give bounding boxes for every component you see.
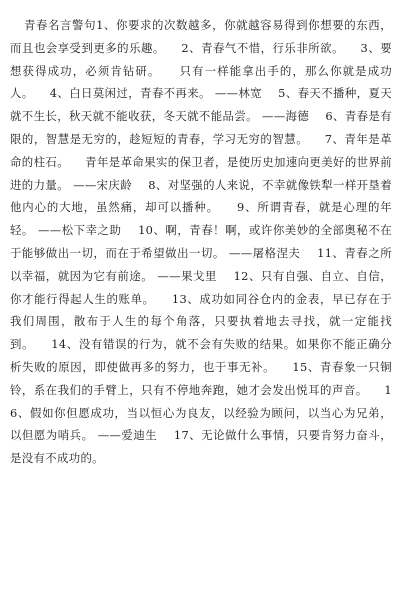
quotes-paragraph xyxy=(10,14,392,470)
quote-entry: 11、青春之所以幸福，就因为它有前途。 ——果戈里 xyxy=(10,245,393,283)
quote-entry: 14、没有错误的行为，就不会有失败的结果。如果你不能正确分析失败的原因，即使做再多的努力，也于事无补。 xyxy=(10,337,393,374)
quote-entry: 青年是革命果实的保卫者，是使历史加速向更美好的世界前进的力量。 ——宋庆龄 xyxy=(10,154,392,192)
quote-entry: 10、啊，青春！啊，或许你美妙的全部奥秘不在于能够做出一切，而在于希望做出一切。 ——屠格涅夫 xyxy=(10,223,392,260)
quote-entry: 17、无论做什么事情，只要肯努力奋斗，是没有不成功的。 xyxy=(10,428,393,466)
quote-entry: 2、青春气不惜，行乐非所欲。 xyxy=(181,40,344,55)
quote-entry: 12、只有自强、自立、自信，你才能行得起人生的账单。 xyxy=(10,268,392,306)
quote-entry: 8、对坚强的人来说，不幸就像铁犁一样开垦着他内心的大地，虽然痛，却可以播种。 xyxy=(10,177,392,215)
quote-entry: 4、白日莫闲过，青春不再来。 ——林宽 xyxy=(49,86,263,101)
quote-entry: 3、要想获得成功，必须肯钻研。 xyxy=(10,40,392,78)
quote-entry: 9、所谓青春，就是心理的年轻。 ——松下幸之助 xyxy=(10,200,392,238)
quote-entry: 15、青春象一只铜铃，系在我们的手臂上，只有不停地奔跑，她才会发出悦耳的声音。 xyxy=(10,359,392,397)
quote-entry: 16、假如你但愿成功，当以恒心为良友，以经验为顾问，以当心为兄弟，以但愿为哨兵。 ——爱迪生 xyxy=(10,382,392,443)
quote-entry: 5、春天不播种，夏天就不生长，秋天就不能收获，冬天就不能品尝。 ——海德 xyxy=(10,86,392,124)
quote-entry: 13、成功如同谷仓内的金表，早已存在于我们周围，散布于人生的每个角落，只要执着地去寻找，就一定能找到。 xyxy=(10,291,392,352)
quote-entry: 1、你要求的次数越多，你就越容易得到你想要的东西，而且也会享受到更多的乐趣。 xyxy=(10,18,393,55)
quote-entry: 6、青春是有限的，智慧是无穷的，趁短短的青春，学习无穷的智慧。 xyxy=(10,109,392,146)
quote-entry: 7、青年是革命的柱石。 xyxy=(10,131,392,169)
quote-entry: 只有一样能拿出手的，那么你就是成功人。 xyxy=(10,63,392,101)
document-title: 青春名言警句 xyxy=(24,18,97,32)
